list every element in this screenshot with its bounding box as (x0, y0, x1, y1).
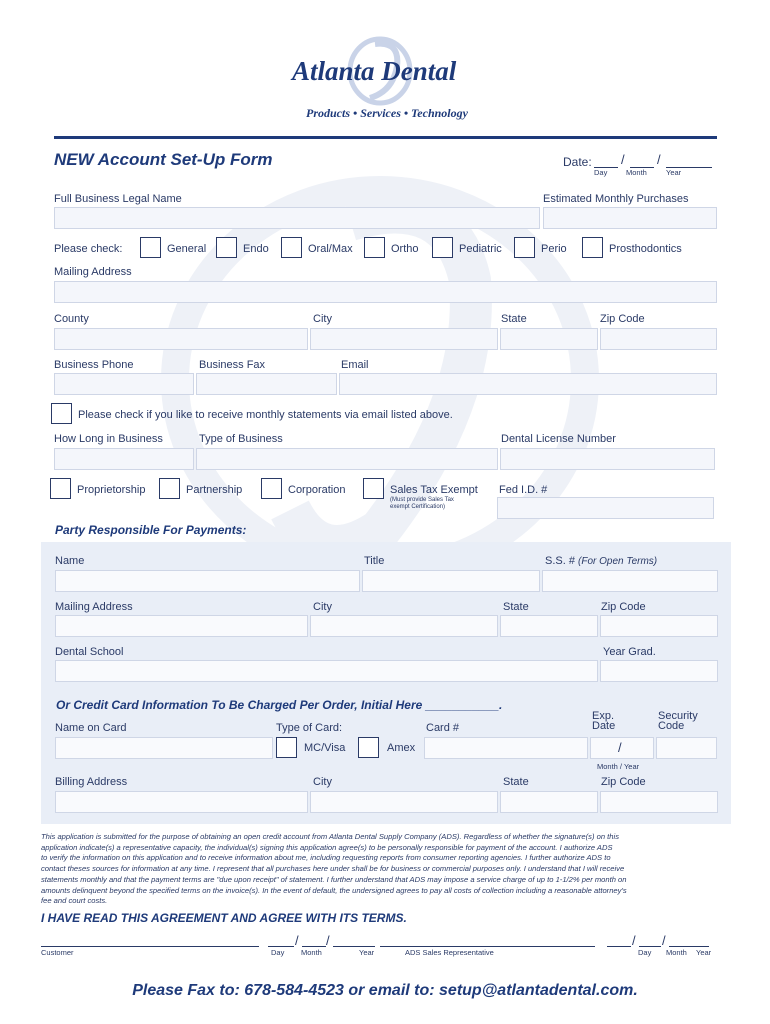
oral-max-label: Oral/Max (308, 243, 353, 255)
legal-line: amounts delinquent beyond the specified terms on the invoice(s). In the event of default, the undersigned agrees to pay all costs of collection including a reasonable attorney's (41, 885, 627, 895)
please-check-label: Please check: (54, 243, 123, 255)
rep-caption: ADS Sales Representative (405, 948, 494, 957)
date-month-caption: Month (626, 168, 647, 177)
how-long-label: How Long in Business (54, 433, 163, 445)
state-input[interactable] (500, 328, 598, 350)
date-day-caption: Day (594, 168, 608, 177)
dental-school-label: Dental School (55, 646, 124, 658)
partnership-label: Partnership (186, 484, 243, 496)
party-city-input[interactable] (310, 615, 498, 637)
customer-year-line[interactable] (333, 946, 375, 947)
county-label: County (54, 313, 89, 325)
date-year-caption: Year (666, 168, 682, 177)
rep-date-slash-1: / (632, 933, 636, 948)
rep-month-caption: Month (666, 948, 687, 957)
customer-caption: Customer (41, 948, 74, 957)
ortho-label: Ortho (391, 243, 419, 255)
sales-tax-note-1: (Must provide Sales Tax (390, 497, 454, 503)
endo-checkbox[interactable] (216, 237, 237, 258)
partnership-checkbox[interactable] (159, 478, 180, 499)
sales-tax-note-2: exempt Certification) (390, 504, 446, 510)
form-title: NEW Account Set-Up Form (54, 150, 273, 169)
license-input[interactable] (500, 448, 715, 470)
proprietorship-label: Proprietorship (77, 484, 146, 496)
name-on-card-input[interactable] (55, 737, 273, 759)
party-title-label: Title (364, 555, 385, 567)
rep-month-line[interactable] (639, 946, 661, 947)
date-slash-2: / (657, 152, 661, 167)
legal-line: This application is submitted for the purpose of obtaining an open credit account from Atlanta Dental Supply Company (ADS). Regardless of whether the signature(s) on this (41, 832, 619, 841)
security-label-2: Code (658, 720, 685, 732)
rep-year-line[interactable] (669, 946, 709, 947)
mailing-address-label: Mailing Address (54, 266, 132, 278)
mc-visa-checkbox[interactable] (276, 737, 297, 758)
business-name-input[interactable] (54, 207, 540, 229)
endo-label: Endo (243, 243, 269, 255)
exp-label-2: Date (592, 720, 616, 732)
billing-zip-label: Zip Code (601, 776, 646, 788)
type-of-card-label: Type of Card: (276, 722, 343, 734)
sales-tax-checkbox[interactable] (363, 478, 384, 499)
corporation-label: Corporation (288, 484, 346, 496)
corporation-checkbox[interactable] (261, 478, 282, 499)
amex-label: Amex (387, 742, 416, 754)
city-input[interactable] (310, 328, 498, 350)
year-grad-label: Year Grad. (603, 646, 656, 658)
customer-day-caption: Day (271, 948, 285, 957)
perio-label: Perio (541, 243, 567, 255)
party-ss-label (545, 555, 657, 567)
party-title-input[interactable] (362, 570, 540, 592)
state-label: State (501, 313, 527, 325)
card-number-label: Card # (426, 722, 460, 734)
rep-day-line[interactable] (607, 946, 631, 947)
party-heading: Party Responsible For Payments: (55, 523, 247, 537)
county-input[interactable] (54, 328, 308, 350)
general-label: General (167, 243, 207, 255)
rep-year-caption: Year (696, 948, 712, 957)
billing-state-label: State (503, 776, 529, 788)
security-code-input[interactable] (656, 737, 717, 759)
zip-input[interactable] (600, 328, 717, 350)
amex-checkbox[interactable] (358, 737, 379, 758)
party-state-input[interactable] (500, 615, 598, 637)
monthly-purchases-label: Estimated Monthly Purchases (543, 193, 689, 205)
monthly-purchases-input[interactable] (543, 207, 717, 229)
customer-month-line[interactable] (302, 946, 326, 947)
logo-tagline: Products • Services • Technology (306, 106, 468, 120)
party-zip-input[interactable] (600, 615, 718, 637)
party-state-label: State (503, 601, 529, 613)
month-year-caption: Month / Year (597, 762, 640, 771)
business-name-label: Full Business Legal Name (54, 193, 182, 205)
ortho-checkbox[interactable] (364, 237, 385, 258)
sales-tax-label: Sales Tax Exempt (390, 484, 478, 496)
party-ss-text: S.S. # (545, 555, 575, 567)
party-name-label: Name (55, 555, 85, 567)
pediatric-label: Pediatric (459, 243, 502, 255)
legal-line: fee and court costs. (41, 896, 108, 906)
party-name-input[interactable] (55, 570, 360, 592)
general-checkbox[interactable] (140, 237, 161, 258)
customer-year-caption: Year (359, 948, 375, 957)
mailing-address-input[interactable] (54, 281, 717, 303)
legal-line: to verify the information on this application and to receive information about me, including requesting reports from consumer reporting agencies. I further authorize ADS to (41, 853, 611, 863)
customer-date-slash-2: / (326, 933, 330, 948)
legal-line: contact theses sources for information at any time. I represent that all purchases here under shall be for business or commercial purposes only. I understand that I will receive (41, 864, 625, 874)
security-label-1: Security (658, 710, 698, 722)
billing-city-input[interactable] (310, 791, 498, 813)
year-grad-input[interactable] (600, 660, 718, 682)
email-statements-label: Please check if you like to receive monthly statements via email listed above. (78, 409, 453, 421)
prosthodontics-checkbox[interactable] (582, 237, 603, 258)
prosthodontics-label: Prosthodontics (609, 243, 682, 255)
logo-name: Atlanta Dental (292, 56, 457, 86)
fed-id-label: Fed I.D. # (499, 484, 548, 496)
proprietorship-checkbox[interactable] (50, 478, 71, 499)
billing-state-input[interactable] (500, 791, 598, 813)
customer-day-line[interactable] (268, 946, 294, 947)
party-city-label: City (313, 601, 332, 613)
agreement-statement: I HAVE READ THIS AGREEMENT AND AGREE WITH ITS TERMS. (41, 911, 407, 925)
fed-id-input[interactable] (497, 497, 714, 519)
license-label: Dental License Number (501, 433, 616, 445)
card-number-input[interactable] (424, 737, 588, 759)
type-business-input[interactable] (196, 448, 498, 470)
email-label: Email (341, 359, 369, 371)
card-heading: Or Credit Card Information To Be Charged Per Order, Initial Here ___________. (56, 698, 503, 712)
dental-school-input[interactable] (55, 660, 598, 682)
rep-date-slash-2: / (662, 933, 666, 948)
legal-line: application indicate(s) a representative capacity, the individual(s) signing this application agree(s) to be personally responsible for payment of the account. I authorize ADS (41, 842, 613, 852)
party-mailing-input[interactable] (55, 615, 308, 637)
business-phone-input[interactable] (54, 373, 194, 395)
party-zip-label: Zip Code (601, 601, 646, 613)
rep-day-caption: Day (638, 948, 652, 957)
exp-label-1: Exp. (592, 710, 615, 722)
header-rule (54, 136, 717, 139)
business-fax-input[interactable] (196, 373, 337, 395)
party-mailing-label: Mailing Address (55, 601, 133, 613)
legal-line: statements monthly and that the payment terms are "due upon receipt" of statement. I further understand that ADS may impose a service charge of up to 1-1/2% per month on (41, 874, 627, 884)
customer-date-slash-1: / (295, 933, 299, 948)
fax-email-footer: Please Fax to: 678-584-4523 or email to: setup@atlantadental.com. (132, 982, 638, 999)
legal-text (41, 832, 731, 907)
city-label: City (313, 313, 332, 325)
customer-month-caption: Month (301, 948, 322, 957)
name-on-card-label: Name on Card (55, 722, 127, 734)
exp-date-input[interactable] (590, 737, 654, 759)
business-fax-label: Business Fax (199, 359, 266, 371)
date-slash-1: / (621, 152, 625, 167)
party-ss-input[interactable] (542, 570, 718, 592)
zip-label: Zip Code (600, 313, 645, 325)
billing-address-label: Billing Address (55, 776, 128, 788)
rep-signature-line[interactable] (380, 946, 595, 947)
billing-address-input[interactable] (55, 791, 308, 813)
date-label: Date: (563, 155, 592, 169)
perio-checkbox[interactable] (514, 237, 535, 258)
customer-signature-line[interactable] (41, 946, 259, 947)
email-statements-checkbox[interactable] (51, 403, 72, 424)
billing-zip-input[interactable] (600, 791, 718, 813)
type-business-label: Type of Business (199, 433, 283, 445)
oral-max-checkbox[interactable] (281, 237, 302, 258)
how-long-input[interactable] (54, 448, 194, 470)
email-input[interactable] (339, 373, 717, 395)
party-ss-note: (For Open Terms) (578, 556, 658, 567)
business-phone-label: Business Phone (54, 359, 134, 371)
mc-visa-label: MC/Visa (304, 742, 346, 754)
billing-city-label: City (313, 776, 332, 788)
pediatric-checkbox[interactable] (432, 237, 453, 258)
exp-date-slash: / (618, 740, 622, 755)
